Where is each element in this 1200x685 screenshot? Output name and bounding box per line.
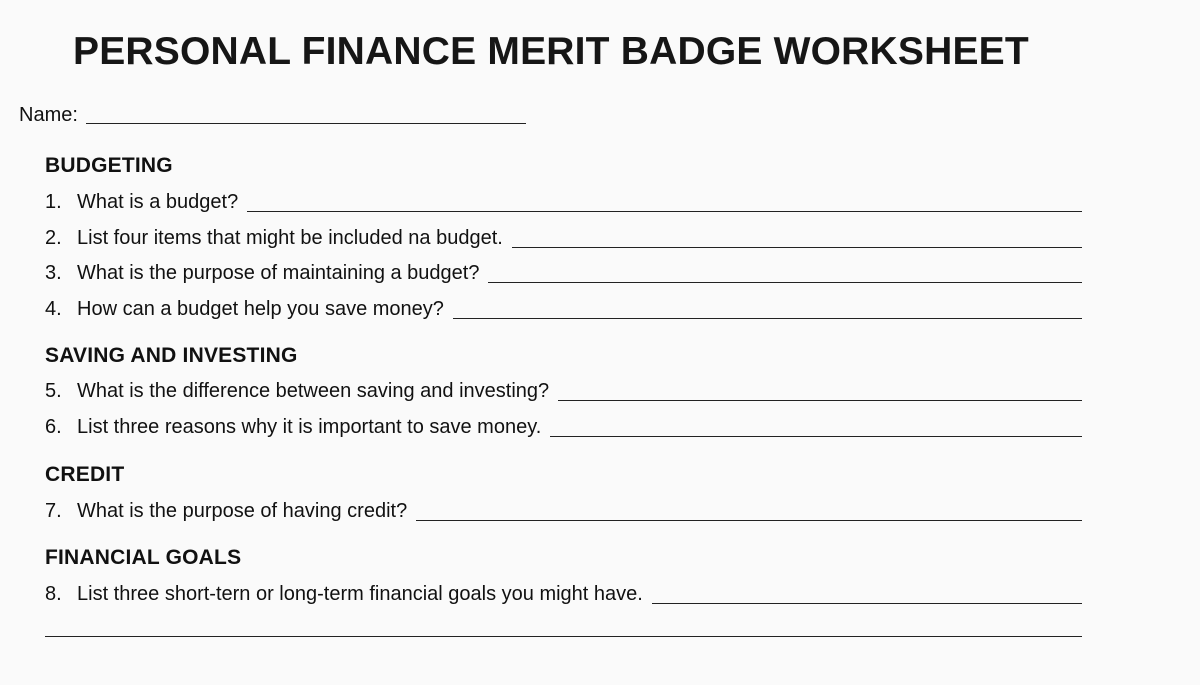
section-heading-budgeting: BUDGETING [45, 154, 173, 177]
question-text: List four items that might be included na budget. [77, 227, 503, 249]
question-number: 3. [45, 262, 62, 284]
question-6 [45, 414, 1082, 440]
section-heading-financial-goals: FINANCIAL GOALS [45, 546, 242, 569]
question-4 [45, 296, 1082, 322]
answer-line-7[interactable] [416, 520, 1082, 521]
question-number: 1. [45, 191, 62, 213]
answer-line-3[interactable] [488, 282, 1082, 283]
question-text: List three reasons why it is important to save money. [77, 416, 542, 438]
name-answer-line[interactable] [86, 123, 526, 124]
question-number: 8. [45, 583, 62, 605]
name-label: Name: [19, 104, 78, 126]
question-text: List three short-tern or long-term financial goals you might have. [77, 583, 643, 605]
question-number: 6. [45, 416, 62, 438]
question-text: How can a budget help you save money? [77, 298, 444, 320]
question-5 [45, 378, 1082, 404]
answer-line-5[interactable] [558, 400, 1082, 401]
answer-line-2[interactable] [512, 247, 1082, 248]
answer-line-4[interactable] [453, 318, 1082, 319]
worksheet-title: PERSONAL FINANCE MERIT BADGE WORKSHEET [73, 30, 1029, 73]
question-7 [45, 498, 1082, 524]
question-text: What is the difference between saving and investing? [77, 380, 550, 402]
question-text: What is the purpose of having credit? [77, 500, 408, 522]
question-number: 4. [45, 298, 62, 320]
answer-line-1[interactable] [247, 211, 1082, 212]
section-heading-saving-investing: SAVING AND INVESTING [45, 344, 298, 367]
question-1 [45, 189, 1082, 215]
answer-line-8-continued[interactable] [45, 636, 1082, 637]
question-text: What is the purpose of maintaining a budget? [77, 262, 480, 284]
question-number: 7. [45, 500, 62, 522]
answer-line-6[interactable] [550, 436, 1082, 437]
question-3 [45, 260, 1082, 286]
question-number: 2. [45, 227, 62, 249]
answer-line-8[interactable] [652, 603, 1082, 604]
question-8 [45, 581, 1082, 607]
name-row [19, 103, 526, 127]
section-heading-credit: CREDIT [45, 463, 125, 486]
question-2 [45, 225, 1082, 251]
question-text: What is a budget? [77, 191, 239, 213]
question-number: 5. [45, 380, 62, 402]
